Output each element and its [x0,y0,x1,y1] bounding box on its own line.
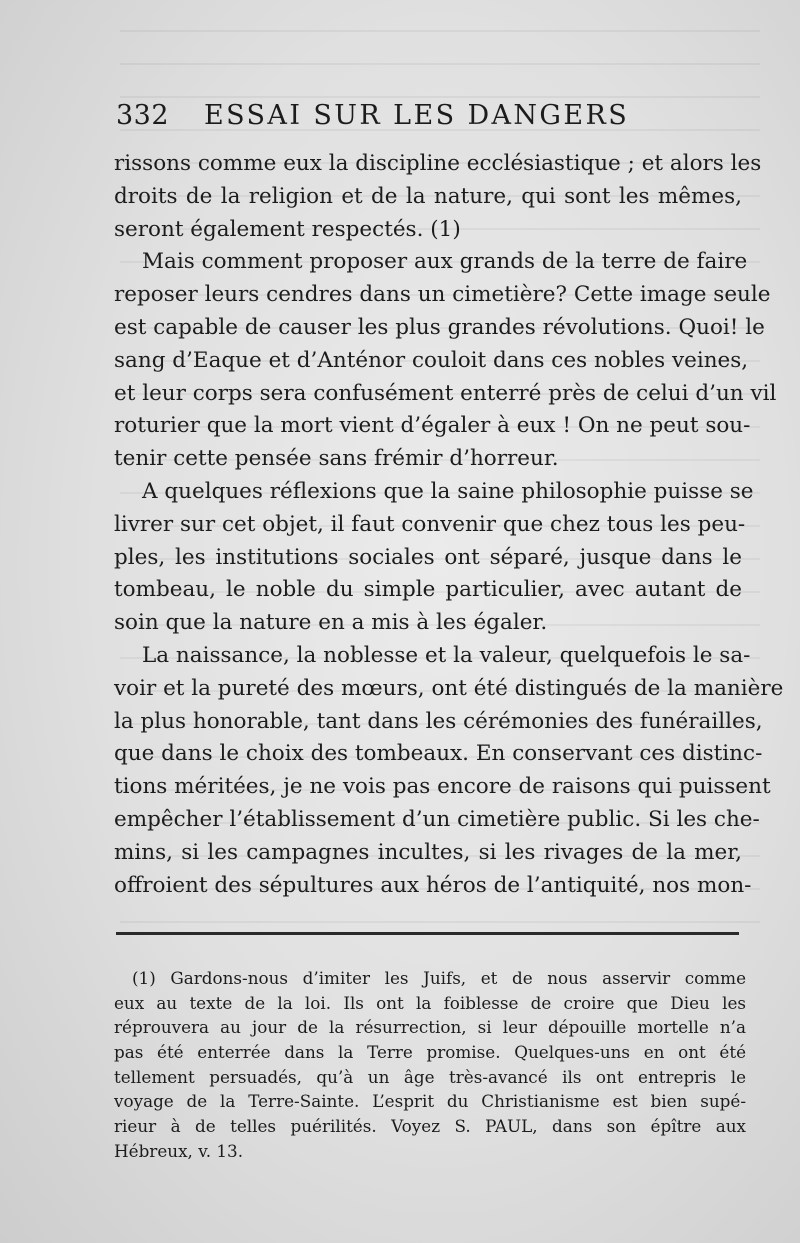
text-line: rissons comme eux la discipline ecclésiastique ; et alors les [114,151,762,176]
text-line: roturier que la mort vient d’égaler à eux ! On ne peut sou- [114,413,751,439]
running-title: ESSAI SUR LES DANGERS [204,100,630,131]
page-header [116,96,756,140]
text-line: voir et la pureté des mœurs, ont été distingués de la manière [114,675,784,701]
footnote-line: (1) Gardons-nous d’imiter les Juifs, et de nous asservir comme [132,968,746,988]
footnote-line: Hébreux, v. 13. [114,1140,244,1161]
footnote-line: eux au texte de la loi. Ils ont la foiblesse de croire que Dieu les [114,992,746,1013]
text-line: tenir cette pensée sans frémir d’horreur. [114,446,559,472]
footnote-line: pas été enterrée dans la Terre promise. Quelques-uns en ont été [114,1042,746,1063]
text-line: droits de la religion et de la nature, qui sont les mêmes, [114,183,742,209]
text-line: empêcher l’établissement d’un cimetière public. Si les che- [114,806,760,832]
text-line: la plus honorable, tant dans les cérémonies des funérailles, [114,708,763,734]
text-line: tombeau, le noble du simple particulier, avec autant de [114,577,742,603]
text-line: et leur corps sera confusément enterré près de celui d’un vil [114,380,777,406]
text-line: A quelques réflexions que la saine philosophie puisse se [142,478,754,504]
footnote [114,966,746,1164]
footnote-rule [116,932,739,935]
footnote-line: rieur à de telles puérilités. Voyez S. PAUL, dans son épître aux [114,1116,746,1137]
text-line: seront également respectés. (1) [114,216,461,242]
text-line: que dans le choix des tombeaux. En conservant ces distinc- [114,741,763,767]
text-line: mins, si les campagnes incultes, si les rivages de la mer, [114,839,742,865]
text-line: ples, les institutions sociales ont séparé, jusque dans le [114,544,742,570]
text-line: offroient des sépultures aux héros de l’antiquité, nos mon- [114,872,752,898]
footnote-line: tellement persuadés, qu’à un âge très-avancé ils ont entrepris le [114,1066,746,1087]
text-line: tions méritées, je ne vois pas encore de raisons qui puissent [114,774,771,800]
text-line: sang d’Eaque et d’Anténor couloit dans ces nobles veines, [114,347,749,373]
text-line: soin que la nature en a mis à les égaler. [114,610,548,636]
footnote-line: réprouvera au jour de la résurrection, si leur dépouille mortelle n’a [114,1017,746,1038]
text-line: Mais comment proposer aux grands de la terre de faire [142,249,748,275]
text-line: est capable de causer les plus grandes révolutions. Quoi! le [114,314,765,340]
body-text [114,148,784,902]
text-line: livrer sur cet objet, il faut convenir que chez tous les peu- [114,511,746,537]
footnote-line: voyage de la Terre-Sainte. L’esprit du Christianisme est bien supé- [114,1091,746,1112]
text-line: La naissance, la noblesse et la valeur, quelquefois le sa- [142,642,751,668]
page-number: 332 [116,100,170,131]
text-line: reposer leurs cendres dans un cimetière? Cette image seule [114,282,771,308]
